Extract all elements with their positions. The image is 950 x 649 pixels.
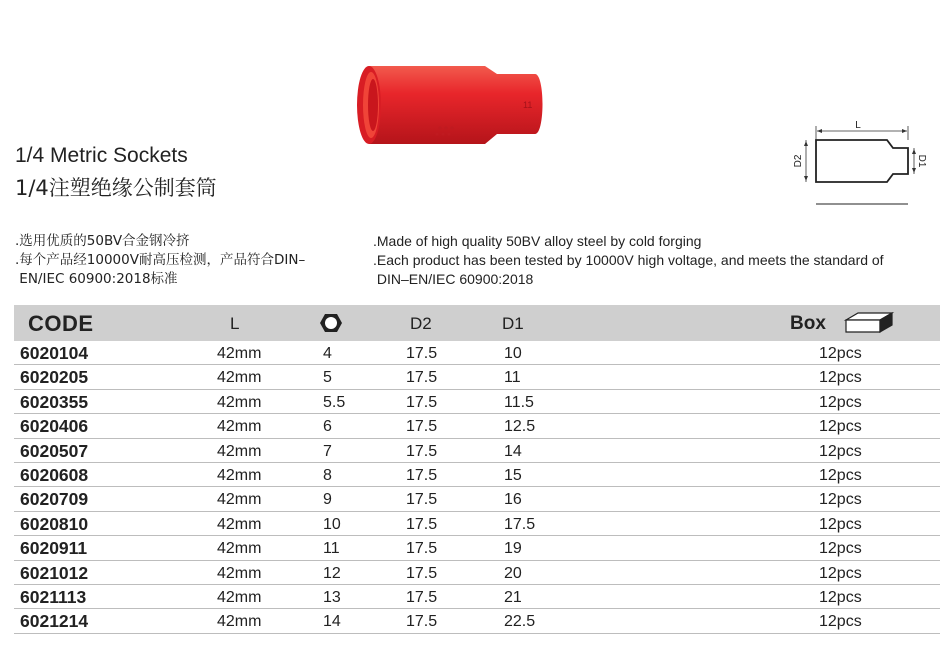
- table-body: [14, 341, 940, 634]
- cell-d2: 17.5: [406, 466, 438, 484]
- box-icon: [844, 310, 894, 336]
- cell-code: 6020810: [20, 513, 89, 534]
- cell-d1: 20: [504, 564, 522, 582]
- cell-box-qty: 12pcs: [819, 418, 862, 436]
- cell-d1: 11: [504, 369, 521, 387]
- title-chinese: 1/4注塑绝缘公制套筒: [15, 176, 217, 200]
- description-english: [373, 232, 884, 289]
- title-english: 1/4 Metric Sockets: [15, 144, 188, 167]
- cell-hex-size: 7: [323, 442, 332, 460]
- cell-box-qty: 12pcs: [819, 442, 862, 460]
- cell-hex-size: 5: [323, 369, 332, 387]
- desc-cn-line: .选用优质的50BV合金钢冷挤: [15, 233, 190, 249]
- table-row: [14, 536, 940, 560]
- header-d2: D2: [410, 314, 432, 333]
- cell-d1: 12.5: [504, 418, 536, 436]
- cell-length: 42mm: [217, 564, 262, 582]
- desc-cn-line: EN/IEC 60900:2018标准: [15, 271, 178, 287]
- cell-box-qty: 12pcs: [819, 564, 862, 582]
- table-row: [14, 487, 940, 511]
- cell-code: 6020911: [20, 538, 88, 559]
- desc-en-line: .Made of high quality 50BV alloy steel by cold forging: [373, 233, 702, 249]
- cell-box-qty: 12pcs: [819, 345, 862, 362]
- cell-code: 6020608: [20, 464, 89, 485]
- cell-hex-size: 12: [323, 564, 341, 582]
- cell-d2: 17.5: [406, 345, 438, 362]
- cell-length: 42mm: [217, 540, 262, 558]
- table-row: [14, 414, 940, 438]
- cell-code: 6020507: [20, 440, 89, 461]
- cell-d2: 17.5: [406, 491, 438, 509]
- cell-code: 6020406: [20, 416, 89, 437]
- cell-code: 6020355: [20, 391, 89, 412]
- hex-icon: [319, 313, 343, 333]
- cell-d2: 17.5: [406, 588, 438, 606]
- table-row: [14, 365, 940, 389]
- cell-d2: 17.5: [406, 442, 438, 460]
- cell-d2: 17.5: [406, 564, 438, 582]
- cell-length: 42mm: [217, 369, 262, 387]
- cell-code: 6021012: [20, 562, 89, 583]
- cell-hex-size: 10: [323, 515, 341, 533]
- desc-en-line: .Each product has been tested by 10000V high voltage, and meets the standard of: [373, 252, 884, 268]
- cell-length: 42mm: [217, 588, 262, 606]
- table-row: [14, 585, 940, 609]
- cell-d2: 17.5: [406, 393, 438, 411]
- cell-box-qty: 12pcs: [819, 613, 862, 631]
- cell-hex-size: 11: [323, 540, 340, 558]
- cell-length: 42mm: [217, 418, 262, 436]
- table-row: [14, 512, 940, 536]
- cell-length: 42mm: [217, 491, 262, 509]
- diagram-label-d2: D2: [793, 154, 804, 168]
- svg-text:11: 11: [523, 100, 533, 110]
- cell-d1: 19: [504, 540, 522, 558]
- cell-d1: 21: [504, 588, 522, 606]
- cell-hex-size: 14: [323, 613, 341, 631]
- cell-d2: 17.5: [406, 540, 438, 558]
- header-box: Box: [790, 313, 826, 334]
- cell-hex-size: 5.5: [323, 393, 346, 411]
- cell-d1: 11.5: [504, 393, 534, 411]
- cell-d1: 16: [504, 491, 522, 509]
- header-d1: D1: [502, 314, 524, 333]
- cell-d1: 14: [504, 442, 522, 460]
- cell-box-qty: 12pcs: [819, 491, 862, 509]
- table-row: [14, 439, 940, 463]
- cell-hex-size: 6: [323, 418, 332, 436]
- table-header: [14, 305, 940, 341]
- cell-length: 42mm: [217, 613, 262, 631]
- table-row: [14, 463, 940, 487]
- cell-length: 42mm: [217, 466, 262, 484]
- cell-d1: 17.5: [504, 515, 536, 533]
- cell-code: 6021113: [20, 586, 87, 607]
- header-code: CODE: [28, 311, 94, 336]
- cell-d2: 17.5: [406, 418, 438, 436]
- cell-code: 6020104: [20, 343, 89, 363]
- cell-hex-size: 13: [323, 588, 341, 606]
- cell-d2: 17.5: [406, 369, 438, 387]
- description-chinese: [15, 232, 305, 289]
- cell-d1: 22.5: [504, 613, 536, 631]
- cell-d2: 17.5: [406, 613, 438, 631]
- cell-length: 42mm: [217, 442, 262, 460]
- diagram-label-d1: D1: [916, 154, 927, 168]
- cell-box-qty: 12pcs: [819, 515, 862, 533]
- diagram-label-l: L: [855, 120, 861, 131]
- cell-d2: 17.5: [406, 515, 438, 533]
- cell-hex-size: 9: [323, 491, 332, 509]
- cell-d1: 10: [504, 345, 522, 362]
- cell-code: 6020709: [20, 489, 89, 510]
- table-row: [14, 341, 940, 365]
- table-row: [14, 390, 940, 414]
- cell-hex-size: 8: [323, 466, 332, 484]
- cell-length: 42mm: [217, 345, 262, 362]
- cell-box-qty: 12pcs: [819, 393, 862, 411]
- cell-length: 42mm: [217, 515, 262, 533]
- cell-box-qty: 12pcs: [819, 540, 862, 558]
- cell-code: 6021214: [20, 611, 89, 632]
- cell-d1: 15: [504, 466, 522, 484]
- cell-box-qty: 12pcs: [819, 588, 862, 606]
- desc-cn-line: .每个产品经10000V耐高压检测，产品符合DIN–: [15, 252, 306, 268]
- desc-en-line: DIN–EN/IEC 60900:2018: [373, 271, 534, 287]
- cell-hex-size: 4: [323, 345, 332, 362]
- cell-box-qty: 12pcs: [819, 466, 862, 484]
- cell-code: 6020205: [20, 367, 89, 388]
- socket-product-image: [355, 64, 551, 152]
- header-length: L: [230, 314, 240, 333]
- cell-length: 42mm: [217, 393, 262, 411]
- dimension-diagram: [790, 118, 927, 208]
- table-row: [14, 561, 940, 585]
- table-row: [14, 609, 940, 633]
- cell-box-qty: 12pcs: [819, 369, 862, 387]
